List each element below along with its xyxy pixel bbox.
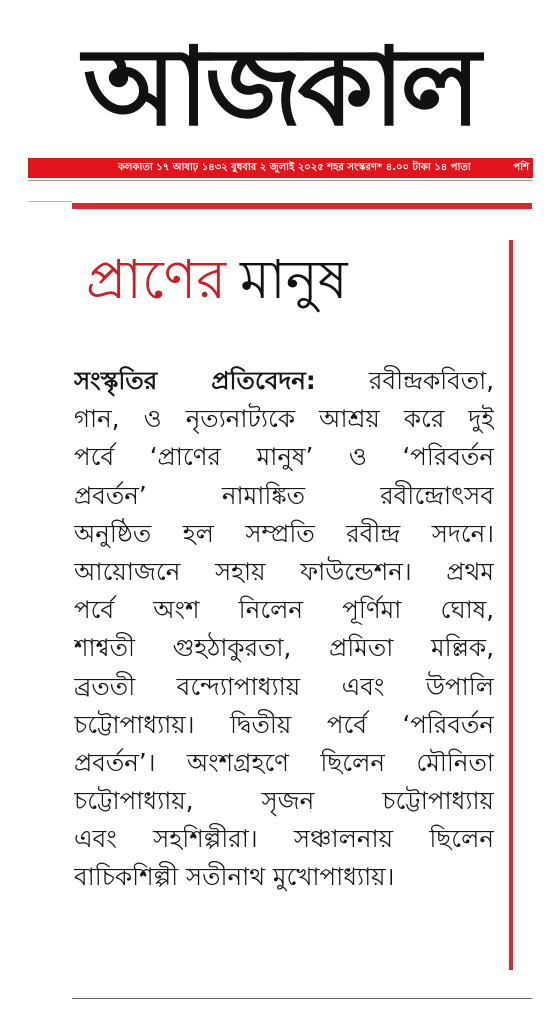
body-line: ব্রততী বন্দ্যোপাধ্যায় এবং উপালি bbox=[74, 671, 494, 701]
logo-wordmark bbox=[38, 24, 523, 152]
masthead bbox=[28, 18, 533, 173]
dateline-edge-text: পশি bbox=[513, 162, 529, 173]
top-grey-rule bbox=[28, 201, 72, 202]
dateline: কলকাতা ১৭ আষাঢ় ১৪৩২ বুধবার ২ জুলাই ২০২৫ শহর সংস্করণ* ৪.০০ টাকা ১৪ পাতা bbox=[118, 162, 471, 173]
article-headline bbox=[86, 238, 486, 328]
body-line: গান, ও নৃত্যনাট্যকে আশ্রয় করে দুই bbox=[74, 404, 494, 434]
byline: সংস্কৃতির প্রতিবেদন: bbox=[74, 366, 316, 395]
body-line: এবং সহশিল্পীরা। সঞ্চালনায় ছিলেন bbox=[74, 824, 494, 854]
logo-text: আজকাল bbox=[83, 25, 477, 150]
body-line: চট্টোপাধ্যায়। দ্বিতীয় পর্বে ‘পরিবর্তন bbox=[74, 709, 494, 739]
bottom-rule bbox=[72, 998, 532, 999]
newspaper-logo bbox=[38, 24, 523, 152]
body-line: আয়োজনে সহায় ফাউন্ডেশন। প্রথম bbox=[74, 556, 494, 586]
body-line: প্রবর্তন’ নামাঙ্কিত রবীন্দ্রোৎসব bbox=[74, 480, 494, 510]
body-line: শাশ্বতী গুহঠাকুরতা, প্রমিতা মল্লিক, bbox=[74, 633, 494, 663]
masthead-dateline-bar bbox=[28, 158, 533, 178]
body-line: বাচিকশিল্পী সতীনাথ মুখোপাধ্যায়। bbox=[74, 862, 395, 892]
headline-red-word: প্রাণের bbox=[86, 248, 227, 311]
body-line bbox=[74, 362, 494, 400]
side-red-rule bbox=[509, 240, 513, 970]
body-line: প্রবর্তন’। অংশগ্রহণে ছিলেন মৌনিতা bbox=[74, 747, 494, 777]
headline-black-word: মানুষ bbox=[240, 248, 348, 311]
body-line: চট্টোপাধ্যায়, সৃজন চট্টোপাধ্যায় bbox=[74, 786, 494, 816]
top-red-rule bbox=[72, 203, 532, 209]
body-line-text: রবীন্দ্রকবিতা, bbox=[369, 366, 494, 395]
article-body bbox=[74, 362, 494, 897]
masthead-divider bbox=[28, 180, 533, 181]
body-line: অনুষ্ঠিত হল সম্প্রতি রবীন্দ্র সদনে। bbox=[74, 518, 494, 548]
body-line: পর্বে ‘প্রাণের মানুষ’ ও ‘পরিবর্তন bbox=[74, 442, 494, 472]
body-line: পর্বে অংশ নিলেন পূর্ণিমা ঘোষ, bbox=[74, 595, 494, 625]
